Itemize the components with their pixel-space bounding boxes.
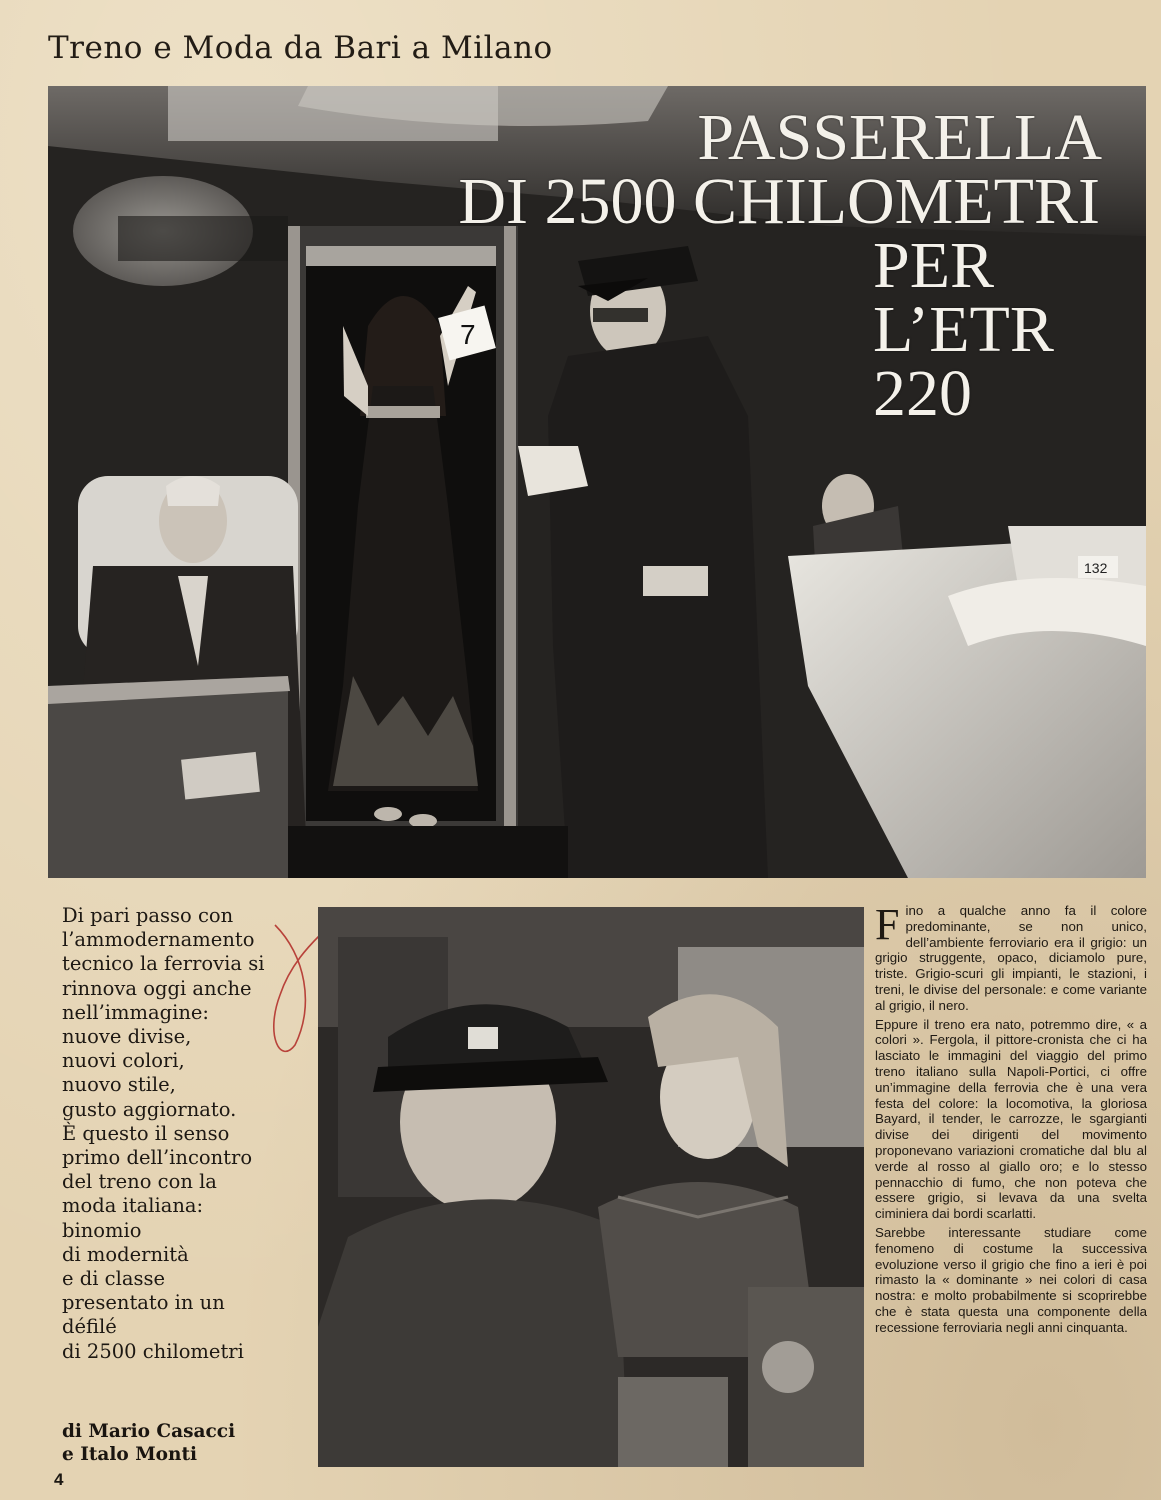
intro-line: tecnico la ferrovia si [62,952,265,976]
byline-line-1: di Mario Casacci [62,1421,236,1442]
driver-cab-photo [318,907,864,1467]
intro-line: del treno con la [62,1170,217,1194]
headline-line-3: PER [873,229,995,302]
intro-line: défilé [62,1315,117,1339]
section-kicker: Treno e Moda da Bari a Milano [48,30,553,66]
article-body [875,900,1147,1339]
intro-line: primo dell’incontro [62,1146,253,1170]
intro-line: nell’immagine: [62,1000,210,1024]
byline-line-2: e Italo Monti [62,1444,198,1465]
byline [62,1420,302,1466]
headline-line-2: DI 2500 CHILOMETRI [458,165,1100,238]
drop-cap: F [875,900,900,949]
page-number: 4 [54,1470,64,1489]
intro-line: e di classe [62,1267,165,1291]
intro-line: nuove divise, [62,1025,192,1049]
intro-line: di 2500 chilometri [62,1339,244,1363]
intro-line: presentato in un [62,1291,225,1315]
cab-photo [318,907,864,1467]
intro-line: nuovi colori, [62,1049,185,1073]
intro-line: moda italiana: [62,1194,204,1218]
intro-line: Di pari passo con [62,904,234,927]
intro-line: di modernità [62,1242,189,1266]
article-paragraph-3: Sarebbe interessante studiare come fenomeno di costume la successiva evoluzione verso il grigio che fino a ieri è poi rimasto la « dominante » nei colori di casa nostra: e molto probabilmente si scoprirebbe che è stata questa una componente della recessione ferroviaria negli anni cinquanta. [875,1224,1147,1335]
intro-line: È questo il senso [62,1121,230,1145]
intro-line: binomio [62,1218,142,1242]
intro-line: nuovo stile, [62,1073,176,1097]
number-sign: 7 [460,319,476,350]
svg-text:132: 132 [1084,560,1108,576]
article-paragraph-1: Fino a qualche anno fa il colore predominante, se non unico, dell’ambiente ferroviario era il grigio: un grigio struggente, opaco, diciamolo pure, triste. Grigio-scuri gli impianti, le stazioni, i treni, le divise del personale: e come variante al grigio, il nero. [875,900,1147,1013]
intro-line: rinnova oggi anche [62,976,252,1000]
article-paragraph-2: Eppure il treno era nato, potremmo dire, « a colori ». Fergola, il pittore-cronista che ci ha lasciato le immagini del viaggio del primo treno italiano sulla Napoli-Portici, ci offre un’immagine della ferrovia che è una vera festa del colore: la locomotiva, la gloriosa Bayard, il tender, le carrozze, le sgargianti divise dei dirigenti del movimento proponevano variazioni cromatiche dal blu al verde al rosso al giallo oro; e lo stesso pennacchio di fumo, che non poteva che essere grigio, si levava da una svelta ciminiera dai bordi scarlatti. [875,1016,1147,1222]
headline [378,101,1138,430]
intro-line: gusto aggiornato. [62,1097,237,1121]
headline-line-4: L’ETR [873,293,1054,366]
pen-mark-annotation [235,915,325,1065]
headline-line-1: PASSERELLA [697,101,1102,174]
hero-photo [48,86,1146,878]
headline-line-5: 220 [873,357,972,430]
intro-line: l’ammodernamento [62,928,255,952]
